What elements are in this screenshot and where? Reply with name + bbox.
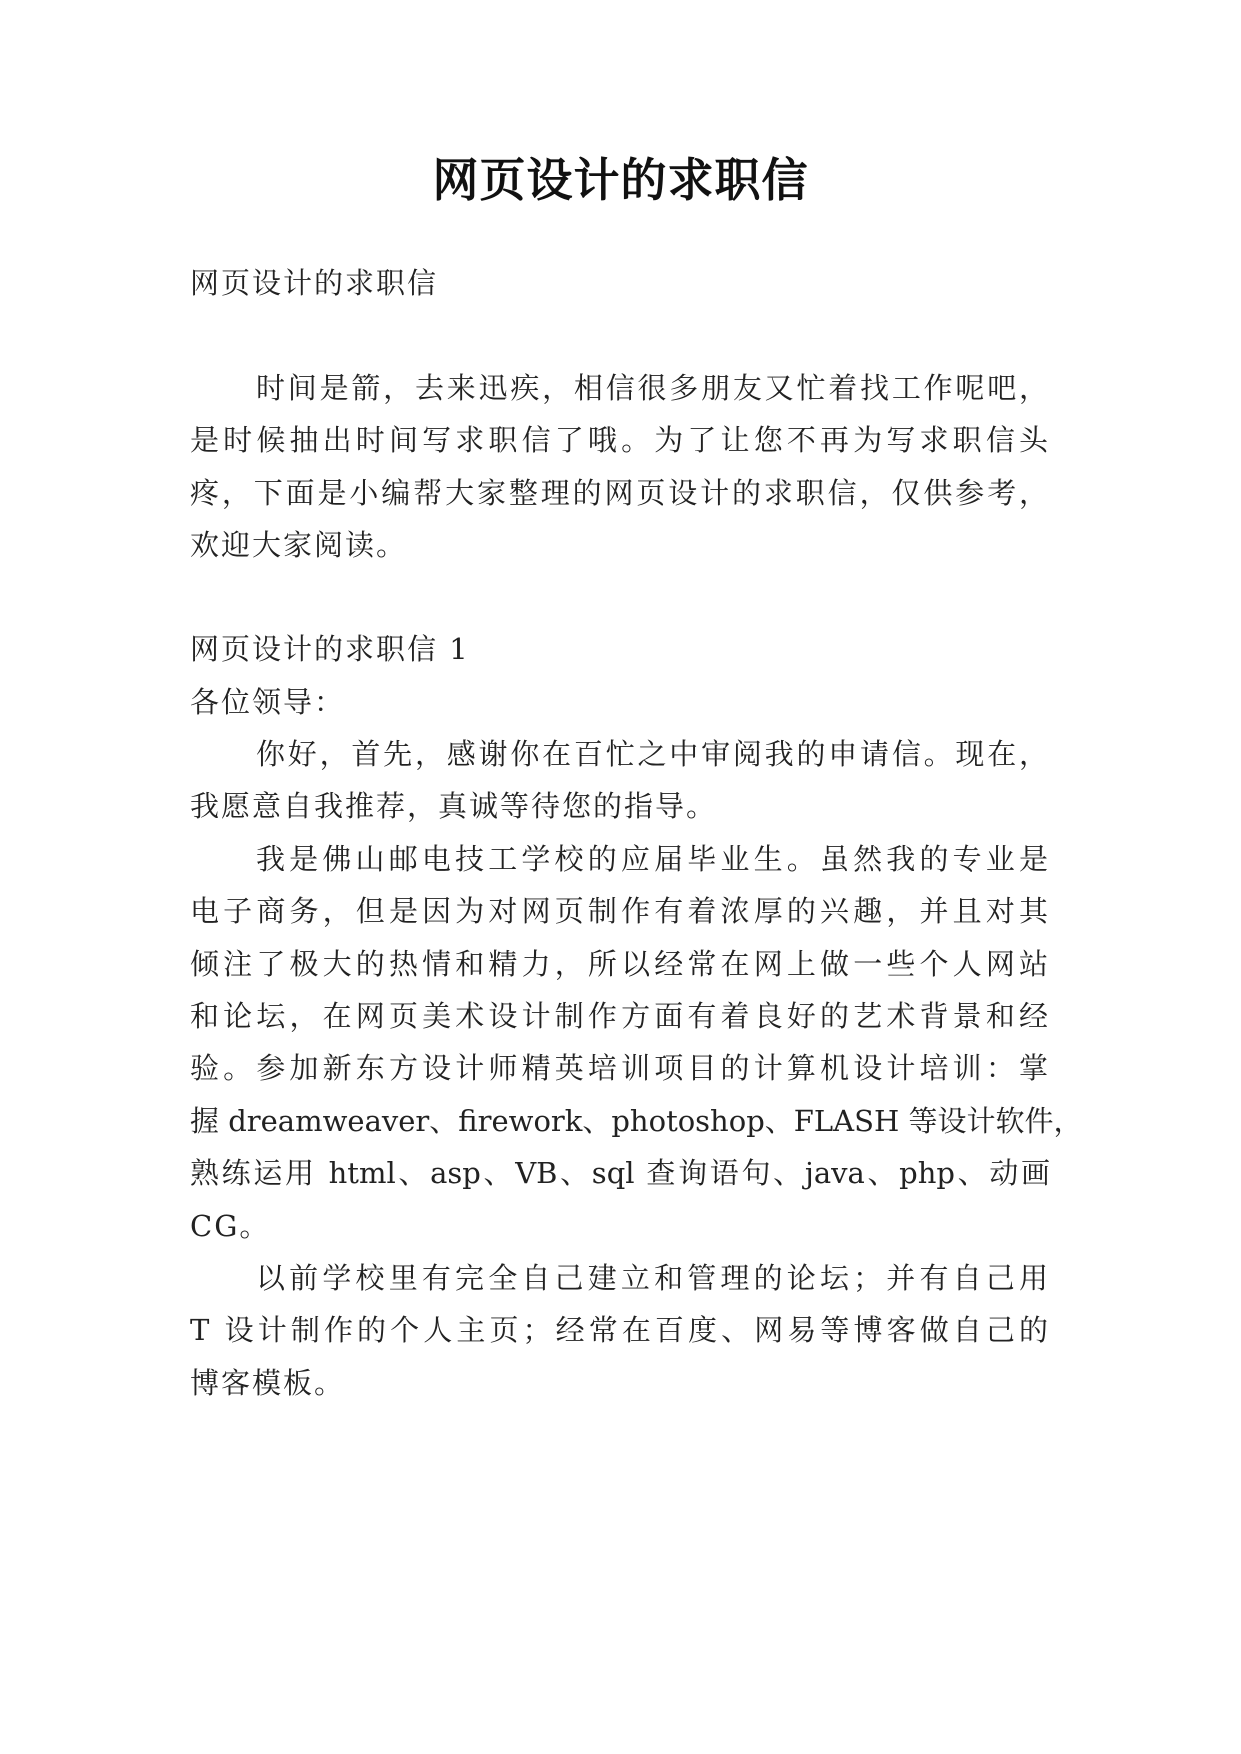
intro-line: 是时候抽出时间写求职信了哦。为了让您不再为写求职信头 <box>190 423 1050 457</box>
paragraph-line: 电子商务，但是因为对网页制作有着浓厚的兴趣，并且对其 <box>190 894 1050 928</box>
paragraph-line: 验。参加新东方设计师精英培训项目的计算机设计培训：掌 <box>190 1051 1050 1085</box>
paragraph-line: 熟练运用 html、asp、VB、sql 查询语句、java、php、动画 <box>190 1156 1050 1190</box>
paragraph-line: 我是佛山邮电技工学校的应届毕业生。虽然我的专业是 <box>256 842 1050 876</box>
paragraph-line: CG。 <box>190 1209 271 1243</box>
document-subtitle: 网页设计的求职信 <box>190 266 439 300</box>
document-title: 网页设计的求职信 <box>432 153 809 207</box>
paragraph-line: 以前学校里有完全自己建立和管理的论坛；并有自己用 <box>256 1261 1050 1295</box>
letter-heading: 网页设计的求职信 1 <box>190 632 470 666</box>
intro-line: 欢迎大家阅读。 <box>190 528 408 562</box>
paragraph-line: T 设计制作的个人主页；经常在百度、网易等博客做自己的 <box>190 1313 1050 1347</box>
paragraph-line: 我愿意自我推荐，真诚等待您的指导。 <box>190 789 718 823</box>
paragraph-line: 你好，首先，感谢你在百忙之中审阅我的申请信。现在， <box>256 737 1050 771</box>
paragraph-line: 和论坛，在网页美术设计制作方面有着良好的艺术背景和经 <box>190 999 1050 1033</box>
intro-line: 疼，下面是小编帮大家整理的网页设计的求职信，仅供参考， <box>190 476 1050 510</box>
paragraph-line: 倾注了极大的热情和精力，所以经常在网上做一些个人网站 <box>190 947 1050 981</box>
paragraph-line: 博客模板。 <box>190 1366 346 1400</box>
paragraph-line: 握 dreamweaver、firework、photoshop、FLASH 等设计软件， <box>190 1104 1083 1138</box>
intro-line: 时间是箭，去来迅疾，相信很多朋友又忙着找工作呢吧， <box>256 371 1050 405</box>
salutation: 各位领导： <box>190 685 346 719</box>
